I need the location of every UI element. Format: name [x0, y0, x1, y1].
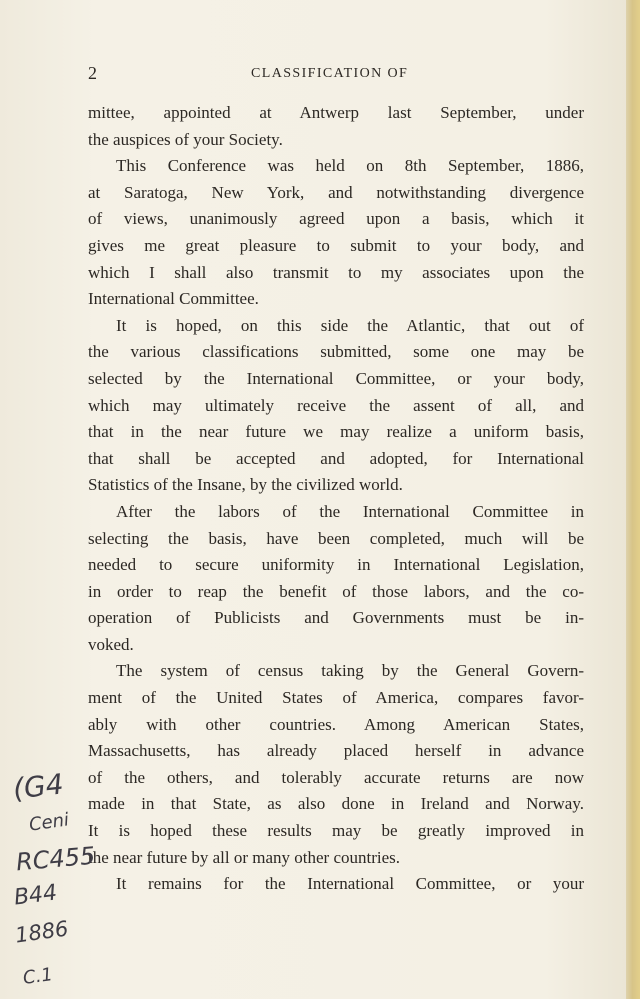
- text-line: Statistics of the Insane, by the civilized world.: [88, 475, 403, 495]
- text-line: mittee, appointed at Antwerp last September, under: [88, 103, 584, 122]
- text-line: This Conference was held on 8th September, 1886,: [116, 156, 584, 176]
- margin-note: 1886: [13, 916, 70, 948]
- page-header: [88, 63, 588, 83]
- text-line: voked.: [88, 634, 134, 654]
- text-line: selected by the International Committee, or your body,: [88, 368, 584, 388]
- text-line: needed to secure uniformity in International Legislation,: [88, 555, 584, 575]
- margin-note: C.1: [21, 964, 55, 989]
- text-line: that shall be accepted and adopted, for International: [88, 448, 584, 468]
- text-line: of views, unanimously agreed upon a basis, which it: [88, 209, 584, 229]
- text-line: the various classifications submitted, some one may be: [88, 342, 584, 362]
- text-line: International Committee.: [88, 289, 259, 309]
- page-edge: [626, 0, 640, 999]
- body-text: [88, 100, 584, 898]
- text-line: It is hoped, on this side the Atlantic, that out of: [116, 315, 584, 335]
- text-line: gives me great pleasure to submit to your body, and: [88, 235, 584, 255]
- text-line: ment of the United States of America, compares favor-: [88, 688, 584, 708]
- text-line: It is hoped these results may be greatly improved in: [88, 821, 584, 841]
- text-line: After the labors of the International Committee in: [116, 501, 584, 521]
- margin-note: (G4: [11, 767, 66, 806]
- margin-note: RC455: [14, 841, 97, 877]
- text-line: in order to reap the benefit of those labors, and the co-: [88, 581, 584, 601]
- text-line: ably with other countries. Among American States,: [88, 714, 584, 734]
- text-line: which may ultimately receive the assent of all, and: [88, 395, 584, 415]
- text-line: that in the near future we may realize a uniform basis,: [88, 422, 584, 442]
- text-line: The system of census taking by the General Govern-: [116, 661, 584, 681]
- margin-note: Ceni: [27, 809, 71, 836]
- text-line: operation of Publicists and Governments must be in-: [88, 608, 584, 628]
- text-line: the near future by all or many other countries.: [88, 847, 401, 867]
- text-line: at Saratoga, New York, and notwithstanding divergence: [88, 182, 584, 202]
- text-line: which I shall also transmit to my associates upon the: [88, 262, 584, 282]
- handwritten-margin-notes: [0, 767, 97, 999]
- text-line: made in that State, as also done in Ireland and Norway.: [88, 794, 584, 814]
- page-number: 2: [88, 63, 97, 83]
- text-line: It remains for the International Committee, or your: [116, 874, 584, 894]
- text-line: the auspices of your Society.: [88, 129, 283, 149]
- margin-note: B44: [12, 880, 59, 911]
- text-line: of the others, and tolerably accurate returns are now: [88, 767, 584, 787]
- text-line: selecting the basis, have been completed, much will be: [88, 528, 584, 548]
- running-head: CLASSIFICATION OF: [251, 66, 409, 81]
- text-line: Massachusetts, has already placed herself in advance: [88, 741, 584, 761]
